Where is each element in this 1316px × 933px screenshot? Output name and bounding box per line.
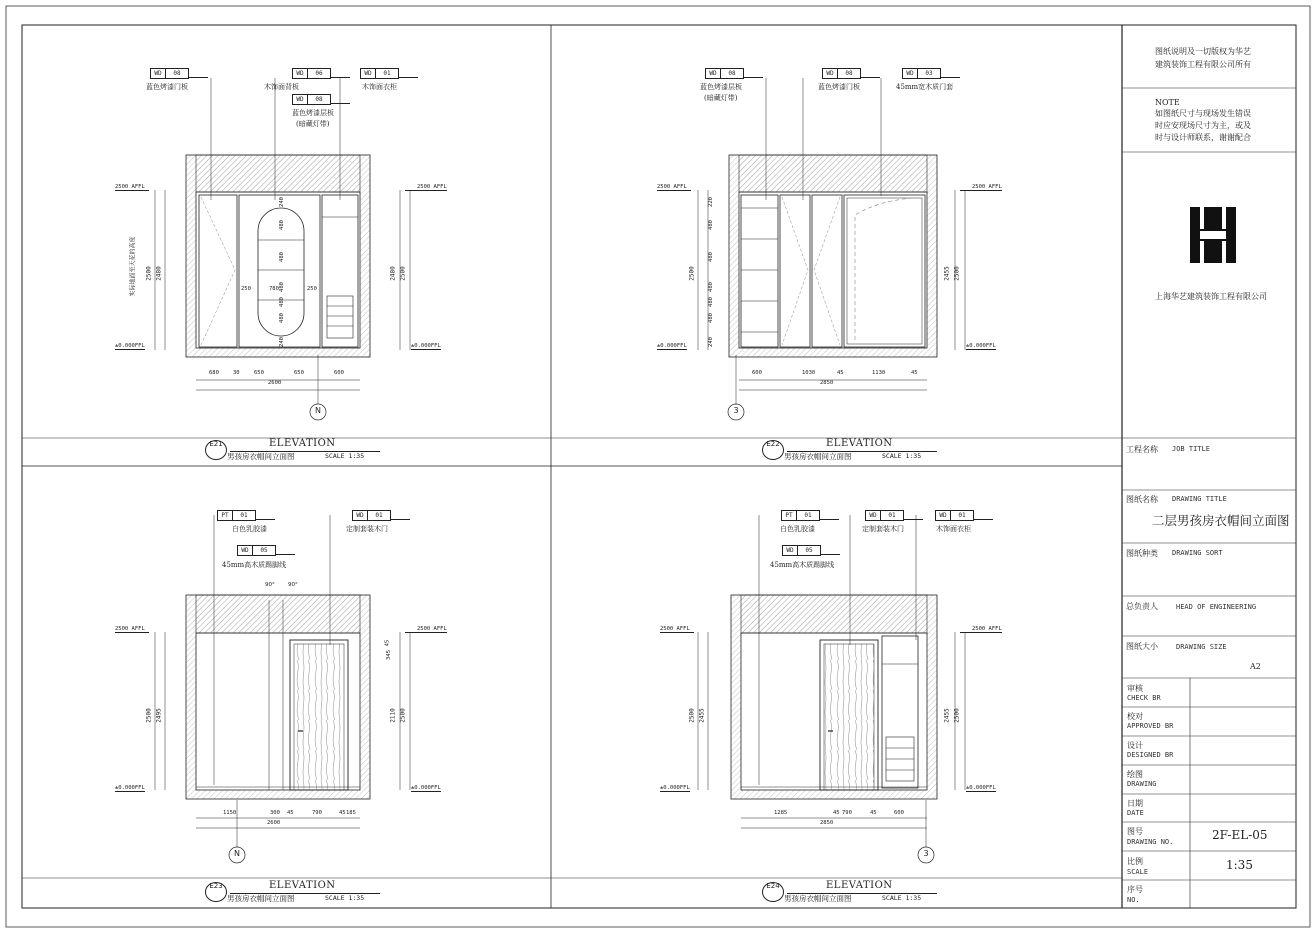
scale-label: 比例 (1127, 857, 1143, 866)
callout-leader (820, 554, 840, 555)
callout-number: 06 (307, 68, 331, 79)
drawing-size-label: 图纸大小 (1126, 642, 1158, 651)
callout-leader (819, 519, 839, 520)
callout-number: 05 (252, 545, 276, 556)
inner-dimension: 220 (707, 197, 714, 207)
note-line-1: 如图纸尺寸与现场发生错误 (1155, 109, 1251, 118)
right-dimension: 2500 (399, 708, 407, 723)
drawing-no-value: 2F-EL-05 (1212, 828, 1268, 842)
bottom-dimension: 1030 (802, 370, 816, 376)
bottom-dimension: 1285 (774, 810, 788, 816)
panel-code: E23 (209, 882, 223, 890)
inner-dimension: 480 (278, 220, 285, 230)
panel-scale: SCALE 1:35 (325, 894, 365, 902)
designed-label: 设计 (1127, 741, 1143, 750)
callout-text-2: (暗藏灯带) (704, 94, 738, 102)
level-bottom-left: ±0.000FFL (115, 343, 145, 349)
callout-leader (188, 77, 208, 78)
drawn-label: 绘图 (1127, 770, 1143, 779)
inner-dimension: 240 (707, 337, 714, 347)
callout-text: 45mm高木质踢脚线 (222, 561, 287, 569)
bottom-dimension: 680 (209, 370, 219, 376)
drawing-sort-label-en: DRAWING SORT (1172, 549, 1223, 557)
callout-leader (255, 519, 275, 520)
callout-number: 01 (367, 510, 391, 521)
head-engineering-label-en: HEAD OF ENGINEERING (1176, 603, 1257, 611)
callout-text: 定制套装木门 (346, 525, 388, 533)
level-bottom-right: ±0.000FFL (966, 343, 996, 349)
angle-label: 90° (288, 582, 298, 588)
approved-label-en: APPROVED BR (1127, 722, 1174, 730)
callout-number: 01 (880, 510, 904, 521)
callout-tag: WD (935, 510, 951, 521)
bottom-dimension: 300 (270, 810, 280, 816)
grid-bubble-label: N (315, 406, 321, 415)
drawing-sort-label: 图纸种类 (1126, 549, 1158, 558)
level-top-right: 2500 AFFL (960, 626, 1002, 633)
callout-number: 08 (165, 68, 189, 79)
callout-text: 蓝色烤漆层板 (700, 83, 742, 91)
sequence-label: 序号 (1127, 885, 1143, 894)
callout-tag: WD (237, 545, 253, 556)
callout-number: 03 (917, 68, 941, 79)
date-label-en: DATE (1127, 809, 1144, 817)
grid-bubble-label: N (234, 849, 240, 858)
level-top-left: 2500 AFFL (657, 184, 691, 191)
callout-leader (973, 519, 993, 520)
callout-tag: WD (822, 68, 838, 79)
callout-leader (390, 519, 410, 520)
bottom-dimension: 600 (752, 370, 762, 376)
grid-bubble-label: 3 (923, 849, 929, 858)
callout-tag: WD (292, 68, 308, 79)
width-dimension: 250 (307, 286, 317, 292)
width-dimension: 250 (241, 286, 251, 292)
bottom-dimension: 650 (254, 370, 264, 376)
panel-heading: ELEVATION (269, 880, 336, 891)
bottom-dimension: 45 (870, 810, 877, 816)
angle-label: 90° (265, 582, 275, 588)
vertical-dimension: 2500 (688, 708, 696, 723)
inner-dimension: 480 (707, 252, 714, 262)
callout-number: 08 (720, 68, 744, 79)
bottom-dimension: 45 (287, 810, 294, 816)
check-label-en: CHECK BR (1127, 694, 1161, 702)
panel-heading: ELEVATION (269, 438, 336, 449)
callout-text: 蓝色烤漆门板 (818, 83, 860, 91)
callout-tag: WD (705, 68, 721, 79)
elevation-e21 (155, 78, 410, 420)
callout-leader (275, 554, 295, 555)
inner-dimension: 240 (278, 197, 285, 207)
drawing-size-value: A2 (1250, 662, 1261, 671)
copyright-line-2: 建筑装饰工程有限公司所有 (1155, 60, 1251, 69)
panel-subtitle: 男孩房衣帽间立面图 (227, 894, 295, 903)
callout-number: 08 (837, 68, 861, 79)
company-logo (1190, 207, 1236, 263)
panel-code: E22 (766, 440, 780, 448)
bottom-dimension: 45 (837, 370, 844, 376)
callout-leader (330, 103, 350, 104)
bottom-dimension: 790 (842, 810, 852, 816)
callout-number: 08 (307, 94, 331, 105)
right-dimension: 2500 (953, 266, 961, 281)
grid-bubble-label: 3 (733, 406, 739, 415)
callout-leader (903, 519, 923, 520)
callout-text: 木饰面背板 (264, 83, 299, 91)
vertical-dimension: 2455 (698, 708, 706, 723)
level-top-left: 2500 AFFL (660, 626, 694, 633)
panel-heading: ELEVATION (826, 880, 893, 891)
width-dimension: 780 (269, 286, 279, 292)
scale-label-en: SCALE (1127, 868, 1149, 876)
inner-dimension: 240 (278, 337, 285, 347)
level-bottom-right: ±0.000FFL (411, 343, 441, 349)
callout-leader (398, 77, 418, 78)
callout-text: 45mm高木质踢脚线 (770, 561, 835, 569)
panel-subtitle: 男孩房衣帽间立面图 (227, 452, 295, 461)
callout-text-2: (暗藏灯带) (296, 120, 330, 128)
callout-text: 白色乳胶漆 (232, 525, 267, 533)
company-name: 上海华艺建筑装饰工程有限公司 (1155, 292, 1267, 301)
callout-text: 定制套装木门 (862, 525, 904, 533)
callout-text: 木饰面衣柜 (936, 525, 971, 533)
drawing-no-label: 图号 (1127, 827, 1143, 836)
callout-number: 01 (232, 510, 256, 521)
drawing-no-label-en: DRAWING NO. (1127, 838, 1174, 846)
copyright-line-1: 图纸说明及一切版权为华艺 (1155, 47, 1251, 56)
callout-text: 白色乳胶漆 (780, 525, 815, 533)
vertical-dimension: 2500 (145, 266, 153, 281)
panel-subtitle: 男孩房衣帽间立面图 (784, 452, 852, 461)
callout-tag: WD (865, 510, 881, 521)
right-small-dimension: 345 (385, 650, 392, 660)
panel-scale: SCALE 1:35 (325, 452, 365, 460)
bottom-dimension: 185 (346, 810, 356, 816)
callout-tag: WD (150, 68, 166, 79)
right-dimension: 2500 (953, 708, 961, 723)
callout-text: 蓝色烤漆门板 (146, 83, 188, 91)
level-top-left: 2500 AFFL (115, 184, 149, 191)
total-dimension: 2600 (267, 820, 281, 826)
bottom-dimension: 600 (334, 370, 344, 376)
drawing-title: 二层男孩房衣帽间立面图 (1152, 513, 1290, 528)
callout-tag: WD (292, 94, 308, 105)
bottom-dimension: 45 (339, 810, 346, 816)
designed-label-en: DESIGNED BR (1127, 751, 1174, 759)
callout-text: 木饰面衣柜 (362, 83, 397, 91)
callout-text: 蓝色烤漆层板 (292, 109, 334, 117)
callout-tag: WD (360, 68, 376, 79)
level-bottom-right: ±0.000FFL (411, 785, 441, 791)
panel-code: E21 (209, 440, 223, 448)
note-heading: NOTE (1155, 98, 1180, 107)
job-title-label-en: JOB TITLE (1172, 445, 1210, 453)
elevation-e22 (698, 78, 965, 420)
scale-value: 1:35 (1226, 858, 1253, 872)
level-bottom-right: ±0.000FFL (966, 785, 996, 791)
bottom-dimension: 1130 (872, 370, 886, 376)
inner-dimension: 480 (278, 282, 285, 292)
check-label: 审核 (1127, 684, 1143, 693)
bottom-dimension: 45 (911, 370, 918, 376)
callout-number: 01 (950, 510, 974, 521)
right-small-dimension: 45 (384, 639, 391, 647)
callout-number: 05 (797, 545, 821, 556)
level-top-right: 2500 AFFL (960, 184, 1002, 191)
head-engineering-label: 总负责人 (1126, 602, 1158, 611)
bottom-dimension: 1150 (223, 810, 237, 816)
inner-dimension: 480 (278, 252, 285, 262)
inner-dimension: 480 (707, 313, 714, 323)
panel-heading: ELEVATION (826, 438, 893, 449)
right-dimension: 2455 (943, 266, 951, 281)
panel-subtitle: 男孩房衣帽间立面图 (784, 894, 852, 903)
right-dimension: 2110 (389, 708, 397, 723)
panel-scale: SCALE 1:35 (882, 452, 922, 460)
callout-tag: WD (352, 510, 368, 521)
height-note: 实际地面至天花的高度 (129, 236, 137, 297)
job-title-label: 工程名称 (1126, 445, 1158, 454)
inner-dimension: 480 (707, 220, 714, 230)
panel-scale: SCALE 1:35 (882, 894, 922, 902)
level-bottom-left: ±0.000FFL (115, 785, 145, 791)
bottom-dimension: 790 (312, 810, 322, 816)
right-dimension: 2455 (943, 708, 951, 723)
drawing-title-label-en: DRAWING TITLE (1172, 495, 1227, 503)
bottom-dimension: 45 (833, 810, 840, 816)
vertical-dimension: 2480 (155, 266, 163, 281)
callout-tag: WD (782, 545, 798, 556)
bottom-dimension: 650 (294, 370, 304, 376)
level-bottom-left: ±0.000FFL (660, 785, 690, 791)
callout-text: 45mm宽木质门套 (896, 83, 954, 91)
level-top-right: 2500 AFFL (405, 184, 447, 191)
date-label: 日期 (1127, 799, 1143, 808)
approved-label: 校对 (1127, 712, 1143, 721)
level-top-left: 2500 AFFL (115, 626, 149, 633)
callout-leader (743, 77, 763, 78)
callout-tag: PT (781, 510, 797, 521)
total-dimension: 2850 (820, 380, 834, 386)
bottom-dimension: 30 (233, 370, 240, 376)
callout-leader (330, 77, 350, 78)
inner-dimension: 480 (278, 313, 285, 323)
callout-leader (860, 77, 880, 78)
drawn-label-en: DRAWING (1127, 780, 1157, 788)
callout-number: 01 (796, 510, 820, 521)
inner-dimension: 480 (707, 297, 714, 307)
vertical-dimension: 2500 (688, 266, 696, 281)
drawing-size-label-en: DRAWING SIZE (1176, 643, 1227, 651)
level-bottom-left: ±0.000FFL (657, 343, 687, 349)
callout-tag: WD (902, 68, 918, 79)
callout-tag: PT (217, 510, 233, 521)
level-top-right: 2500 AFFL (405, 626, 447, 633)
sequence-label-en: NO. (1127, 896, 1140, 904)
total-dimension: 2850 (820, 820, 834, 826)
vertical-dimension: 2495 (155, 708, 163, 723)
callout-leader (940, 77, 960, 78)
drawing-title-label: 图纸名称 (1126, 495, 1158, 504)
total-dimension: 2600 (268, 380, 282, 386)
panel-code: E24 (766, 882, 780, 890)
inner-dimension: 480 (707, 282, 714, 292)
note-line-3: 时与设计师联系，谢谢配合 (1155, 133, 1251, 142)
inner-dimension: 480 (278, 297, 285, 307)
right-dimension: 2480 (389, 266, 397, 281)
callout-number: 01 (375, 68, 399, 79)
note-line-2: 时应安现场尺寸为主，或及 (1155, 121, 1251, 130)
right-dimension: 2500 (399, 266, 407, 281)
vertical-dimension: 2500 (145, 708, 153, 723)
bottom-dimension: 600 (894, 810, 904, 816)
